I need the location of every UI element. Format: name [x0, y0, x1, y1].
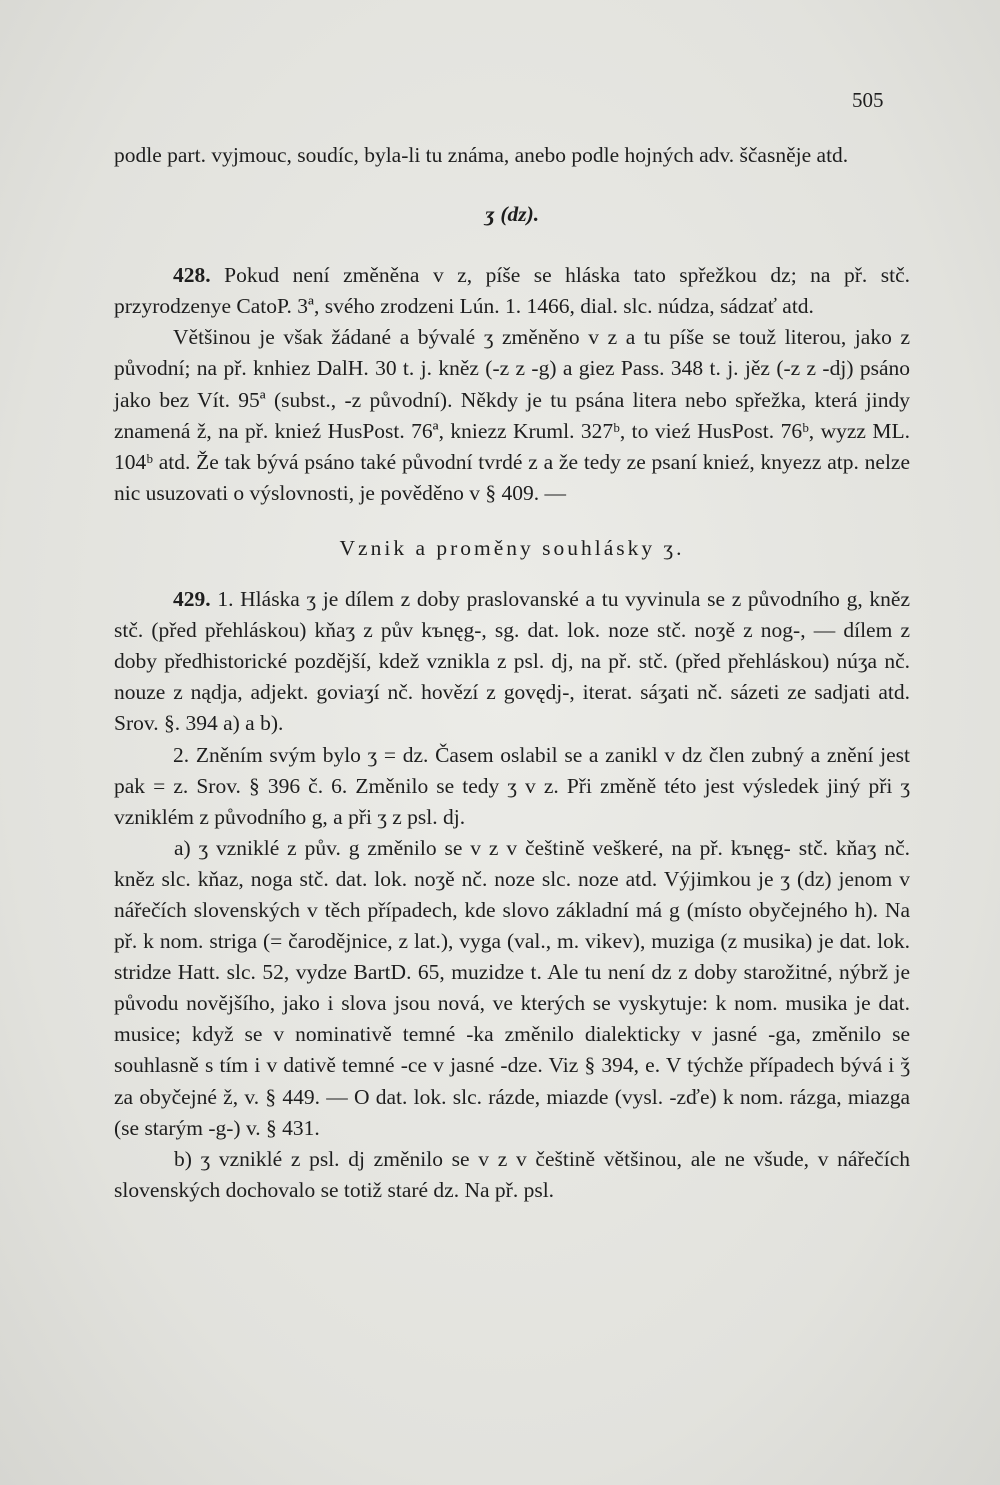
- section-number-428: 428.: [173, 263, 211, 288]
- section-428-text: Pokud není změněna v z, píše se hláska tato spřežkou dz; na př. stč. przyrodzenye CatoP. 3ª, svého zrodzeni Lún. 1. 1466, dial. slc. núdza, sádzať atd.: [114, 263, 910, 319]
- section-number-429: 429.: [173, 587, 211, 612]
- section-429-paragraph-b: b) ʒ vzniklé z psl. dj změnilo se v z v češtině většinou, ale ne všude, v nářečích slovenských dochovalo se totiž staré dz. Na př. psl.: [114, 1146, 910, 1202]
- paragraph-continuation: podle part. vyjmouc, soudíc, byla-li tu známa, anebo podle hojných adv. ščasněje atd.: [114, 143, 849, 167]
- page-number: 505: [852, 88, 884, 112]
- section-429-text: 1. Hláska ʒ je dílem z doby praslovanské a tu vyvinula se z původního g, kněz stč. (před přehláskou) kňaʒ z pův kъnęg-, sg. dat. lok. noze stč. noʒě z nog-, — dílem z doby předhistorické pozdější, kdež vznikla z psl. dj, na př. stč. (před přehláskou) núʒa nč. nouze z nądja, adjekt. goviaʒí nč. hovězí z govędj-, iterat. sáʒati nč. sázeti ze sadjati atd. Srov. §. 394 a) a b).: [114, 587, 911, 736]
- section-428-paragraph-2: Většinou je však žádané a bývalé ʒ změněno v z a tu píše se touž literou, jako z původní; na př. knhiez DalH. 30 t. j. kněz (-z z -g) a giez Pass. 348 t. j. jěz (-z z -dj) psáno jako bez Vít. 95ª (subst., -z původní). Někdy je tu psána litera nebo spřežka, která jindy znamená ž, na př. knieź HusPost. 76ª, kniezz Kruml. 327ᵇ, to vieź HusPost. 76ᵇ, wyzz ML. 104ᵇ atd. Že tak bývá psáno také původní tvrdé z a že tedy ze psaní knieź, knyezz atp. nelze nic usuzovati o výslovnosti, je pověděno v § 409. —: [114, 325, 910, 505]
- heading-dz: ʒ (dz).: [484, 202, 540, 227]
- body-text: [114, 140, 910, 1206]
- section-429-paragraph-1: [114, 584, 910, 739]
- section-429-paragraph-a: a) ʒ vzniklé z pův. g změnilo se v z v češtině veškeré, na př. kъnęg- stč. kňaʒ nč. kněz slc. kňaz, noga stč. dat. lok. noʒě nč. noze slc. noze atd. Výjimkou je ʒ (dz) jenom v nářečích slovenských v těch případech, kde slovo základní má g (místo obyčejného h). Na př. k nom. striga (= čarodějnice, z lat.), vyga (val., m. vikev), muziga (z musika) je dat. lok. stridze Hatt. slc. 52, vydze BartD. 65, muzidze t. Ale tu není dz z doby starožitné, nýbrž je původu novějšího, jako i slova jsou nová, ve kterých se vyskytuje: k nom. musika je dat. musice; když se v nominativě temné -ka změnilo dialekticky v jasné -ga, změnilo se souhlasně s tím i v dativě temné -ce v jasné -dze. Viz § 394, e. V týchže případech bývá i ǯ za obyčejné ž, v. § 449. — O dat. lok. slc. rázde, miazde (vysl. -zďe) k nom. rázga, miazga (se starým -g-) v. § 431.: [114, 835, 910, 1140]
- heading-vznik: Vznik a proměny souhlásky ʒ.: [339, 535, 685, 560]
- section-429-paragraph-2: 2. Zněním svým bylo ʒ = dz. Časem oslabil se a zanikl v dz člen zubný a znění jest pak = z. Srov. § 396 č. 6. Změnilo se tedy ʒ v z. Při změně této jest výsledek jiný při ʒ vzniklém z původního g, a při ʒ z psl. dj.: [114, 742, 910, 829]
- section-428-paragraph-1: [114, 260, 910, 322]
